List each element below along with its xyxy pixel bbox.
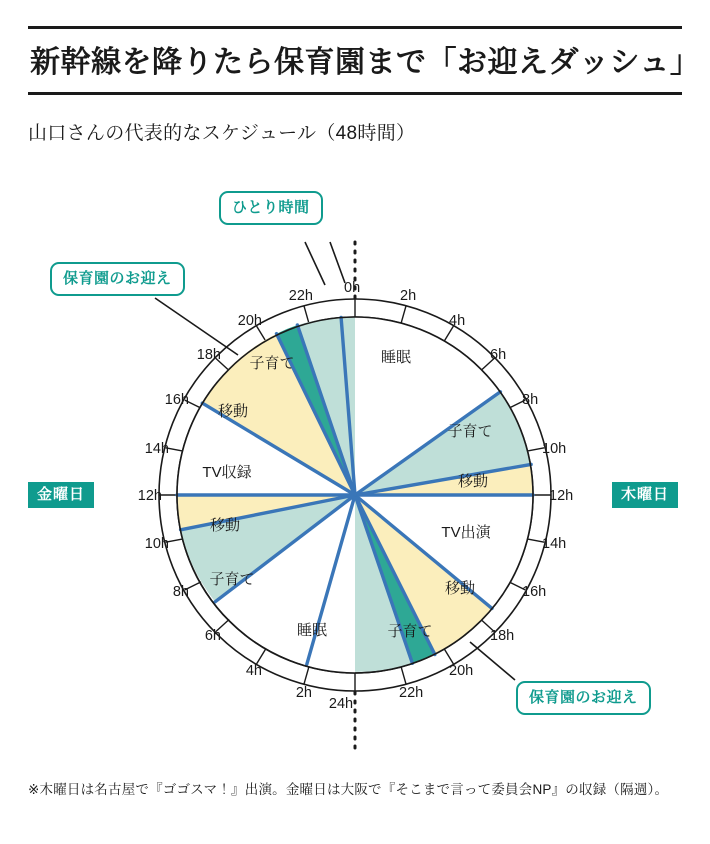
label-thu-tv: TV出演 (441, 524, 491, 541)
callout-hoikuen-friday: 保育園のお迎え (50, 262, 185, 296)
label-fri-idou-am: 移動 (209, 517, 241, 534)
tick-right-0h: 0h (344, 280, 361, 296)
tick-right-10h: 10h (542, 441, 567, 457)
tick-left-4h: 4h (245, 663, 262, 679)
footnote: ※木曜日は名古屋で『ゴゴスマ！』出演。金曜日は大阪で『そこまで言って委員会NP』の収録（隔週）。 (28, 782, 669, 797)
callout-hoikuen-thursday: 保育園のお迎え (516, 681, 651, 715)
page-title: 新幹線を降りたら保育園まで「お迎えダッシュ」 (30, 46, 701, 79)
clock-svg (0, 150, 710, 770)
label-thu-kosodate-am: 子育て (447, 423, 493, 440)
callout-hitori-jikan: ひとり時間 (219, 191, 323, 225)
tick-right-4h: 4h (449, 313, 466, 329)
title-rule-top (28, 26, 682, 29)
tick-left-18h: 18h (196, 347, 221, 363)
page-subtitle: 山口さんの代表的なスケジュール（48時間） (28, 123, 416, 144)
tick-right-24h: 24h (328, 696, 354, 712)
tick-left-6h: 6h (204, 628, 221, 644)
day-tag-friday: 金曜日 (28, 482, 94, 508)
tick-left-10h: 10h (144, 536, 169, 552)
label-thu-idou-am: 移動 (457, 473, 489, 490)
day-tag-thursday: 木曜日 (612, 482, 678, 508)
schedule-clock-chart (0, 150, 710, 770)
tick-right-22h: 22h (399, 685, 424, 701)
tick-right-20h: 20h (449, 663, 474, 679)
tick-right-12h: 12h (549, 488, 574, 504)
label-fri-tv: TV収録 (202, 464, 252, 481)
tick-right-18h: 18h (490, 628, 515, 644)
tick-right-16h: 16h (522, 584, 547, 600)
label-thu-idou-pm: 移動 (444, 580, 476, 597)
tick-left-14h: 14h (144, 441, 169, 457)
tick-right-2h: 2h (400, 288, 417, 304)
title-rule-bottom (28, 92, 682, 95)
tick-right-8h: 8h (522, 392, 539, 408)
label-thu-kosodate-pm: 子育て (387, 623, 433, 640)
tick-left-20h: 20h (237, 313, 262, 329)
tick-left-2h: 2h (295, 685, 312, 701)
label-fri-sleep: 睡眠 (296, 622, 328, 639)
label-fri-kosodate-pm: 子育て (249, 355, 295, 372)
tick-left-16h: 16h (164, 392, 189, 408)
callout-tail-hitori (265, 227, 280, 244)
tick-left-8h: 8h (172, 584, 189, 600)
label-fri-kosodate-am: 子育て (209, 571, 255, 588)
label-fri-idou-pm: 移動 (217, 403, 249, 420)
label-thu-sleep: 睡眠 (380, 349, 412, 366)
tick-right-6h: 6h (490, 347, 507, 363)
tick-left-12h: 12h (137, 488, 162, 504)
tick-right-14h: 14h (542, 536, 567, 552)
tick-left-22h: 22h (288, 288, 313, 304)
